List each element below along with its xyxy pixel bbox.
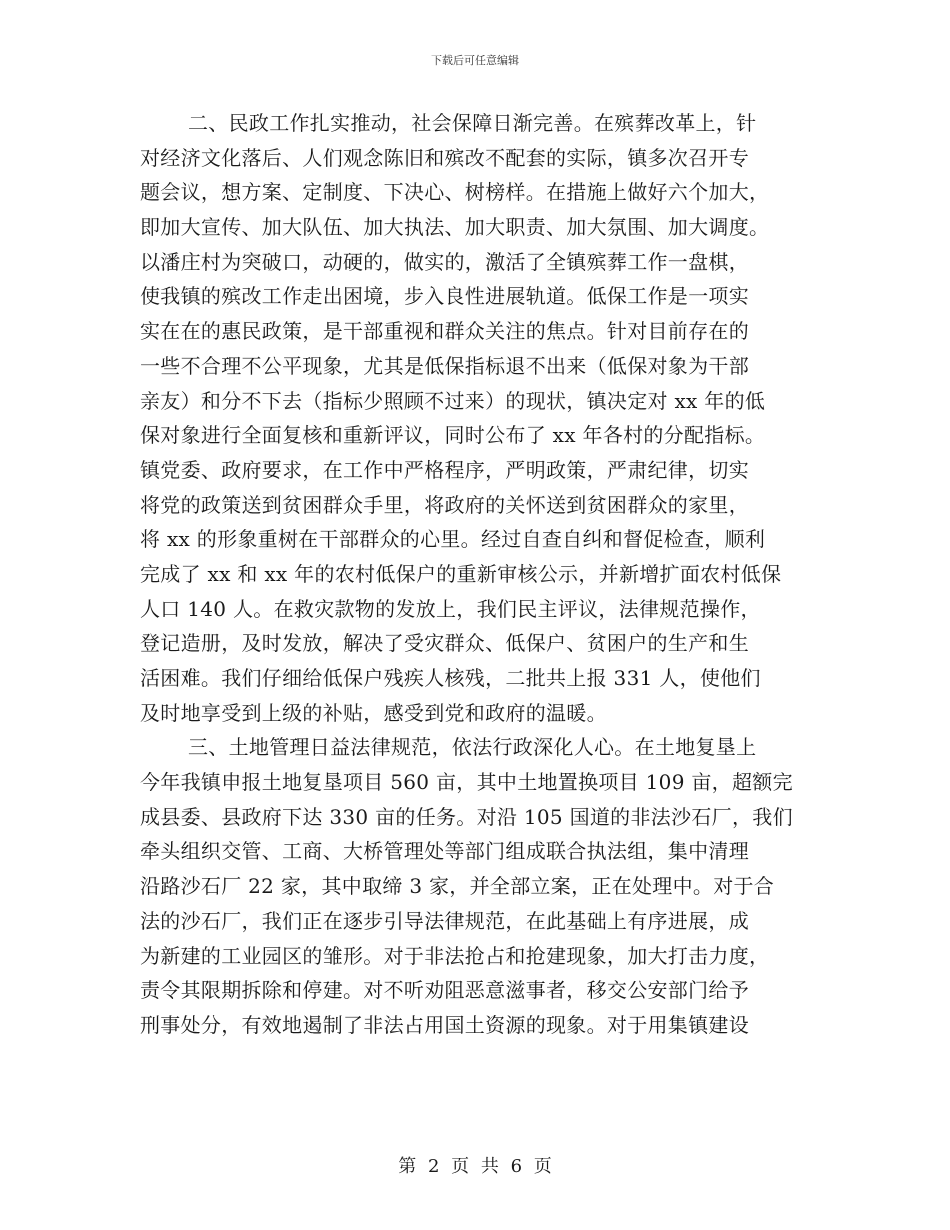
text-line: 亲友）和分不下去（指标少照顾不过来）的现状，镇决定对 xx 年的低 [140, 388, 766, 413]
text-line: 镇党委、政府要求，在工作中严格程序，严明政策，严肃纪律，切实 [140, 457, 749, 482]
text-line: 实在在的惠民政策，是干部重视和群众关注的焦点。针对目前存在的 [140, 319, 749, 344]
text-line: 为新建的工业园区的雏形。对于非法抢占和抢建现象，加大打击力度， [140, 943, 770, 968]
paragraph-civil-affairs [140, 106, 812, 730]
text-line: 今年我镇申报土地复垦项目 560 亩，其中土地置换项目 109 亩，超额完 [140, 770, 793, 795]
text-line: 以潘庄村为突破口，动硬的，做实的，激活了全镇殡葬工作一盘棋， [140, 249, 749, 274]
paragraph-land-management [140, 730, 812, 1042]
text-line: 活困难。我们仔细给低保户残疾人核残，二批共上报 331 人，使他们 [140, 666, 761, 690]
text-line: 使我镇的殡改工作走出困境，步入良性进展轨道。低保工作是一项实 [140, 284, 749, 309]
text-line: 完成了 xx 和 xx 年的农村低保户的重新审核公示，并新增扩面农村低保 [140, 561, 782, 586]
document-body [140, 106, 812, 1043]
text-line: 二、民政工作扎实推动，社会保障日渐完善。在殡葬改革上，针 [188, 111, 757, 135]
page-header: 下载后可任意编辑 [431, 54, 519, 67]
text-line: 人口 140 人。在救灾款物的发放上，我们民主评议，法律规范操作， [140, 596, 761, 621]
page-footer: 第 2 页 共 6 页 [398, 1156, 552, 1177]
text-line: 将党的政策送到贫困群众手里，将政府的关怀送到贫困群众的家里， [140, 492, 749, 517]
text-line: 题会议，想方案、定制度、下决心、树榜样。在措施上做好六个加大， [140, 180, 770, 205]
text-line: 将 xx 的形象重树在干部群众的心里。经过自查自纠和督促检查，顺利 [140, 527, 766, 552]
text-line: 沿路沙石厂 22 家，其中取缔 3 家，并全部立案，正在处理中。对于合 [140, 874, 775, 899]
text-line: 即加大宣传、加大队伍、加大执法、加大职责、加大氛围、加大调度。 [140, 215, 770, 240]
text-line: 三、土地管理日益法律规范，依法行政深化人心。在土地复垦上 [188, 735, 757, 760]
text-line: 保对象进行全面复核和重新评议，同时公布了 xx 年各村的分配指标。 [140, 423, 766, 448]
text-line: 成县委、县政府下达 330 亩的任务。对沿 105 国道的非法沙石厂，我们 [140, 804, 793, 829]
text-line: 责令其限期拆除和停建。对不听劝阻恶意滋事者，移交公安部门给予 [140, 978, 749, 1003]
text-line: 一些不合理不公平现象，尤其是低保指标退不出来（低保对象为干部 [140, 353, 749, 378]
text-line: 刑事处分，有效地遏制了非法占用国土资源的现象。对于用集镇建设 [140, 1012, 749, 1037]
text-line: 登记造册，及时发放，解决了受灾群众、低保户、贫困户的生产和生 [140, 631, 749, 656]
text-line: 法的沙石厂，我们正在逐步引导法律规范，在此基础上有序进展，成 [140, 908, 749, 933]
text-line: 牵头组织交管、工商、大桥管理处等部门组成联合执法组，集中清理 [140, 839, 749, 864]
text-line: 及时地享受到上级的补贴，感受到党和政府的温暖。 [140, 700, 607, 725]
text-line: 对经济文化落后、人们观念陈旧和殡改不配套的实际，镇多次召开专 [140, 145, 749, 170]
